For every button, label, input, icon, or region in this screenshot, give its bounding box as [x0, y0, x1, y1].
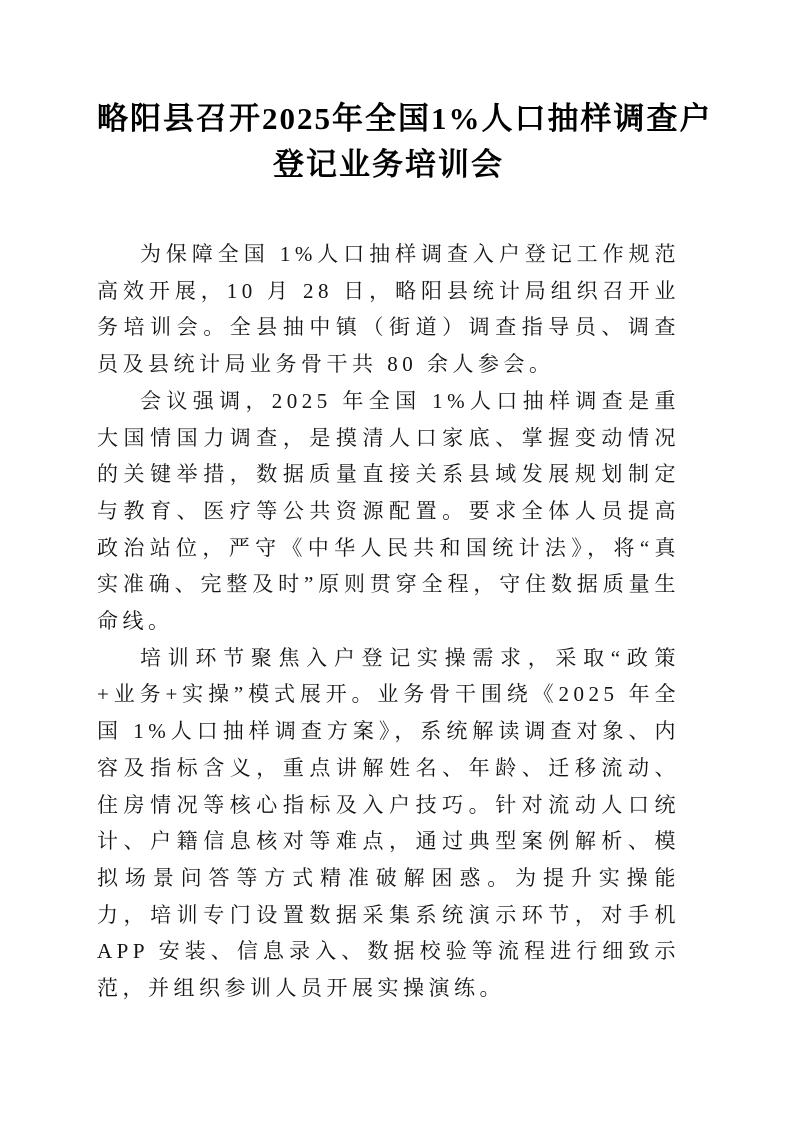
- document-title-line-2: 登记业务培训会: [273, 147, 504, 182]
- paragraph-intro: 为保障全国 1%人口抽样调查入户登记工作规范高效开展，10 月 28 日，略阳县统计局组织召开业务培训会。全县抽中镇（街道）调查指导员、调查员及县统计局业务骨干共 80 余人参会。: [97, 242, 680, 377]
- document-title-line-1: 略阳县召开2025年全国1%人口抽样调查户: [97, 101, 713, 136]
- paragraph-training-content: 培训环节聚焦入户登记实操需求，采取“政策+业务+实操”模式展开。业务骨干围绕《2025 年全国 1%人口抽样调查方案》，系统解读调查对象、内容及指标含义，重点讲解姓名、年龄、迁移流动、住房情况等核心指标及入户技巧。针对流动人口统计、户籍信息核对等难点，通过典型案例解析、模拟场景问答等方式精准破解困惑。为提升实操能力，培训专门设置数据采集系统演示环节，对手机 APP 安装、信息录入、数据校验等流程进行细致示范，并组织参训人员开展实操演练。: [97, 645, 680, 1001]
- paragraph-meeting-emphasis: 会议强调，2025 年全国 1%人口抽样调查是重大国情国力调查，是摸清人口家底、掌握变动情况的关键举措，数据质量直接关系县域发展规划制定与教育、医疗等公共资源配置。要求全体人员提高政治站位，严守《中华人民共和国统计法》，将“真实准确、完整及时”原则贯穿全程，守住数据质量生命线。: [97, 388, 680, 634]
- document-body: [97, 236, 680, 1007]
- document-title: [97, 96, 713, 188]
